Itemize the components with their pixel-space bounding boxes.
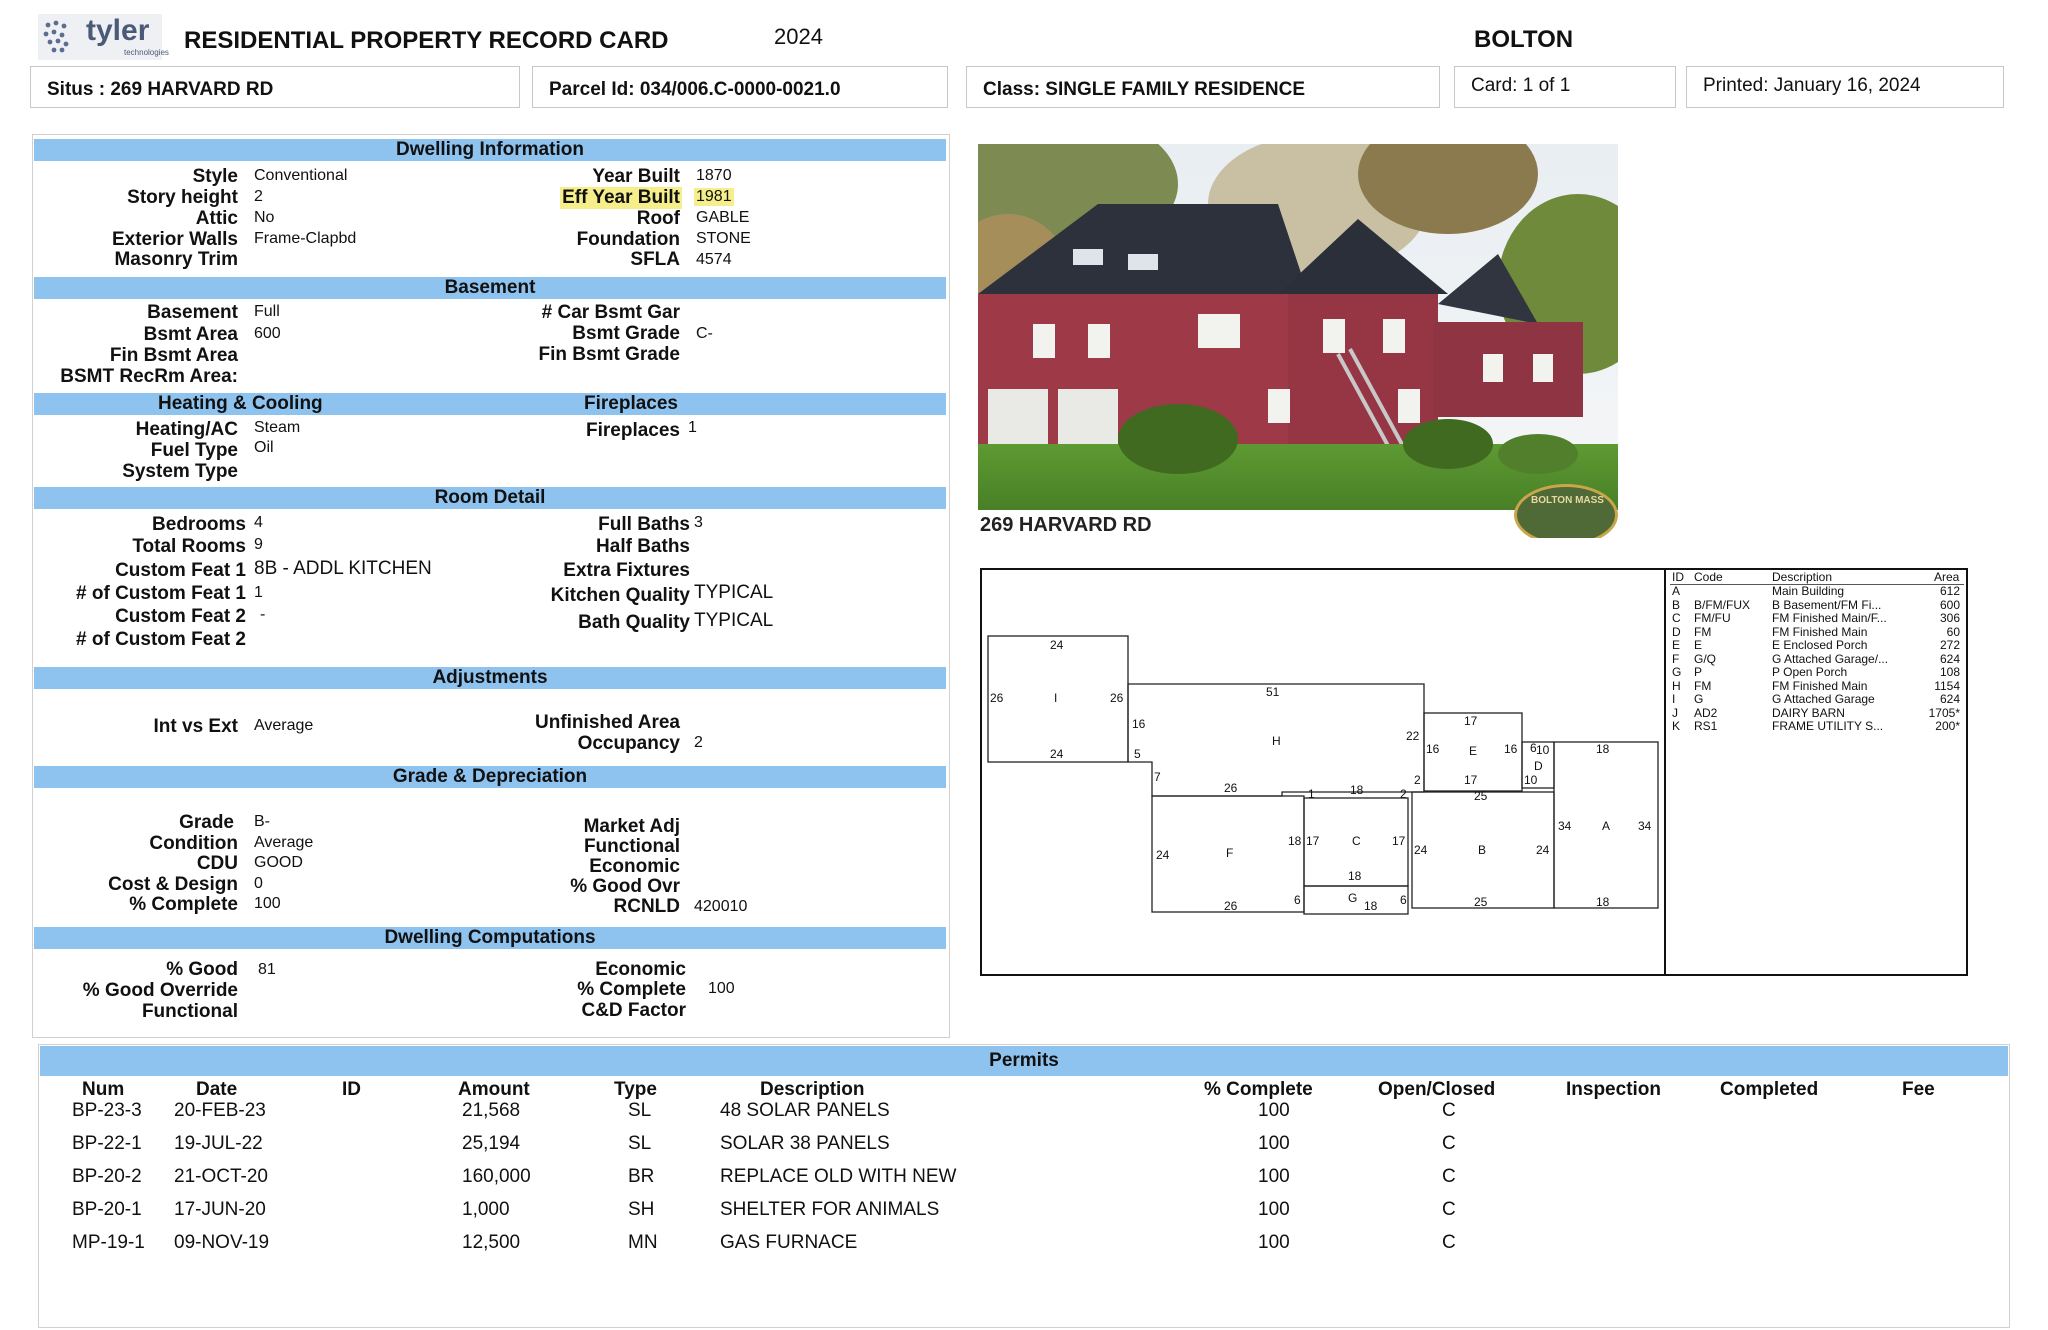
legend-id: C [1672,611,1681,625]
legend-code: P [1694,665,1703,679]
custom-feat-2-label: Custom Feat 2 [115,606,246,627]
permit-header-date: Date [196,1079,238,1100]
kitchen-quality-value: TYPICAL [694,582,774,603]
permit-header-completed: Completed [1720,1079,1819,1100]
walls-label: Exterior Walls [111,229,238,250]
label-h: H [1272,734,1281,748]
dim-5: 5 [1134,747,1141,761]
tyler-logo [38,14,169,60]
kitchen-quality-label: Kitchen Quality [550,585,690,606]
cost-design-label: Cost & Design [108,874,238,895]
legend-row [1670,720,1964,734]
year-built-label: Year Built [592,166,680,187]
label-f: F [1226,846,1234,860]
eff-year-built-label: Eff Year Built [562,187,680,208]
style-label: Style [192,166,238,187]
dim-6c: 6 [1400,893,1407,907]
permit-type: SL [628,1133,652,1154]
card-box [1454,66,1676,108]
cdu-value: GOOD [254,854,303,871]
comp-pct-complete-label: % Complete [577,979,686,1000]
legend-area: 612 [1939,584,1960,598]
num-custom-feat-1-value: 1 [254,584,263,601]
heating-ac-label: Heating/AC [135,419,238,440]
dim-26a: 26 [990,691,1004,705]
permit-date: 19-JUL-22 [174,1133,263,1154]
legend-area: 272 [1939,638,1960,652]
situs-value: Situs : 269 HARVARD RD [47,79,274,100]
computations-section-header: Dwelling Computations [34,927,946,949]
room-section-header: Room Detail [34,487,946,509]
legend-header-row [1670,571,1964,585]
bedrooms-value: 4 [254,514,263,531]
legend-description: G Attached Garage [1772,692,1875,706]
story-value: 2 [254,188,263,205]
cost-design-value: 0 [254,875,263,892]
comp-pct-complete-value: 100 [708,980,735,997]
legend-code: G/Q [1694,651,1717,666]
num-custom-feat-1-label: # of Custom Feat 1 [76,583,246,604]
legend-description: G Attached Garage/... [1772,651,1889,666]
foundation-label: Foundation [576,229,680,250]
label-a: A [1602,819,1611,833]
year-built-value: 1870 [696,167,732,184]
house-photo-image [978,144,1618,538]
legend-description: B Basement/FM Fi... [1772,597,1882,612]
dim-16c: 16 [1504,742,1518,756]
dim-18d: 18 [1348,869,1362,883]
dim-16a: 16 [1132,717,1146,731]
permit-open-closed: C [1442,1166,1456,1187]
record-year: 2024 [774,24,823,49]
fin-bsmt-grade-label: Fin Bsmt Grade [538,344,680,365]
legend-id: K [1672,719,1681,733]
dim-24d: 24 [1414,843,1428,857]
extra-fixtures-label: Extra Fixtures [563,560,690,581]
legend-header-description: Description [1772,570,1833,584]
condition-value: Average [254,834,314,851]
town-name: BOLTON [1474,26,1574,53]
permit-type: BR [628,1166,655,1187]
occupancy-value: 2 [694,734,703,751]
basement-value: Full [254,303,280,320]
economic-label: Economic [589,856,680,877]
bedrooms-label: Bedrooms [152,514,246,535]
label-e: E [1469,744,1478,758]
logo-subtext: technologies [124,48,169,57]
legend-description: Main Building [1772,584,1845,598]
printed-box [1686,66,2004,108]
permit-amount: 1,000 [462,1199,510,1220]
fin-bsmt-area-label: Fin Bsmt Area [109,345,238,366]
permit-description: GAS FURNACE [720,1232,858,1253]
permit-open-closed: C [1442,1133,1456,1154]
dim-17c: 17 [1306,834,1320,848]
town-seal [1514,484,1618,538]
total-rooms-value: 9 [254,536,263,553]
dim-18b: 18 [1350,783,1364,797]
legend-area: 1705* [1928,705,1960,720]
seal-text: BOLTON MASS [1531,495,1604,506]
style-value: Conventional [254,167,348,184]
rcnld-label: RCNLD [613,896,680,917]
dim-24c: 24 [1156,848,1170,862]
basement-section-header: Basement [34,277,946,299]
story-label: Story height [127,187,238,208]
rcnld-value: 420010 [694,898,748,915]
permit-amount: 12,500 [462,1232,521,1253]
dim-25b: 25 [1474,895,1488,909]
dim-10b: 10 [1524,773,1538,787]
permit-description: SOLAR 38 PANELS [720,1133,890,1154]
fireplaces-value: 1 [688,419,697,436]
logo-text: tyler [86,14,150,47]
permit-description: REPLACE OLD WITH NEW [720,1166,957,1187]
legend-row [1670,639,1964,653]
legend-code: E [1694,638,1703,652]
permits-panel [38,1044,2010,1328]
label-i: I [1054,691,1058,705]
permit-type: SL [628,1100,652,1121]
printed-value: Printed: January 16, 2024 [1703,75,1921,96]
dim-17b: 17 [1464,773,1478,787]
dim-25a: 25 [1474,789,1488,803]
permit-type: SH [628,1199,655,1220]
class-value: Class: SINGLE FAMILY RESIDENCE [983,79,1306,100]
legend-description: FRAME UTILITY S... [1772,719,1884,733]
legend-id: H [1672,678,1681,693]
dim-51: 51 [1266,685,1280,699]
legend-code: FM [1694,678,1712,693]
pct-complete-value: 100 [254,895,281,912]
label-g: G [1348,891,1358,905]
permit-header-open-closed: Open/Closed [1378,1079,1496,1100]
legend-area: 624 [1939,692,1960,706]
int-vs-ext-value: Average [254,717,314,734]
legend-id: I [1672,692,1676,706]
permit-amount: 160,000 [462,1166,531,1187]
dim-18e: 18 [1364,899,1378,913]
dim-18c: 18 [1288,834,1302,848]
legend-code: FM/FU [1694,611,1731,625]
sketch-drawing [982,570,1666,974]
bsmt-area-value: 600 [254,325,281,342]
full-baths-label: Full Baths [598,514,690,535]
dim-22: 22 [1406,729,1420,743]
dim-2b: 2 [1400,787,1407,801]
legend-row [1670,585,1964,599]
logo-dots-icon [40,17,80,57]
dim-6a: 6 [1530,741,1537,755]
permit-description: 48 SOLAR PANELS [720,1100,890,1121]
permit-description: SHELTER FOR ANIMALS [720,1199,940,1220]
legend-area: 1154 [1934,678,1960,693]
sketch-legend [1670,570,1966,974]
foundation-value: STONE [696,230,751,247]
eff-year-built-value: 1981 [696,188,732,205]
num-custom-feat-2-label: # of Custom Feat 2 [76,629,246,650]
legend-area: 60 [1946,624,1960,639]
parcel-box [532,66,948,108]
legend-row [1670,666,1964,680]
legend-area: 200* [1935,719,1960,733]
permit-header-type: Type [614,1079,657,1100]
adjustments-section-header: Adjustments [34,667,946,689]
permit-pct-complete: 100 [1258,1166,1290,1187]
property-photo [978,144,1618,538]
bsmt-grade-value: C- [696,325,713,342]
legend-description: FM Finished Main [1772,624,1868,639]
legend-code: RS1 [1694,719,1718,733]
functional-label: Functional [583,836,680,857]
bsmt-grade-label: Bsmt Grade [572,323,680,344]
permit-num: BP-22-1 [72,1133,142,1154]
permit-open-closed: C [1442,1100,1456,1121]
permit-num: BP-20-2 [72,1166,142,1187]
permit-header-description: Description [760,1079,865,1100]
building-sketch [980,568,1968,976]
legend-id: D [1672,624,1681,639]
permit-num: MP-19-1 [72,1232,145,1253]
legend-header-code: Code [1694,570,1723,584]
permit-date: 21-OCT-20 [174,1166,268,1187]
bath-quality-label: Bath Quality [578,612,690,633]
legend-area: 624 [1939,651,1960,666]
dim-24e: 24 [1536,843,1550,857]
legend-description: E Enclosed Porch [1772,638,1868,652]
class-box [966,66,1440,108]
roof-label: Roof [636,208,680,229]
dim-17d: 17 [1392,834,1406,848]
fireplaces-section-header: Fireplaces [584,393,678,414]
full-baths-value: 3 [694,514,703,531]
fuel-type-label: Fuel Type [150,440,238,461]
permit-amount: 25,194 [462,1133,521,1154]
dim-2a: 2 [1414,773,1421,787]
dim-17a: 17 [1464,714,1478,728]
fuel-type-value: Oil [254,439,274,456]
comp-functional-label: Functional [141,1001,238,1022]
heating-ac-value: Steam [254,419,301,436]
legend-id: G [1672,665,1682,679]
dim-26d: 26 [1224,899,1238,913]
permit-header-inspection: Inspection [1566,1079,1662,1100]
permit-header-fee: Fee [1902,1079,1935,1100]
fireplaces-label: Fireplaces [586,420,680,441]
permit-type: MN [628,1232,658,1253]
custom-feat-1-value: 8B - ADDL KITCHEN [254,558,432,579]
permit-header-pct-complete: % Complete [1204,1079,1313,1100]
legend-id: J [1672,705,1678,720]
permit-date: 17-JUN-20 [174,1199,266,1220]
condition-label: Condition [149,833,238,854]
legend-id: B [1672,597,1681,612]
dim-1: 1 [1308,787,1315,801]
permit-pct-complete: 100 [1258,1133,1290,1154]
market-adj-label: Market Adj [583,816,680,837]
comp-economic-label: Economic [595,959,686,980]
permit-date: 09-NOV-19 [174,1232,270,1253]
dim-34b: 34 [1638,819,1652,833]
permit-open-closed: C [1442,1232,1456,1253]
card-value: Card: 1 of 1 [1471,75,1571,96]
cd-factor-label: C&D Factor [581,1000,686,1021]
permit-header-id: ID [342,1079,361,1100]
attic-label: Attic [195,208,238,229]
half-baths-label: Half Baths [596,536,690,557]
permit-num: BP-20-1 [72,1199,142,1220]
dim-7: 7 [1154,770,1161,784]
pct-complete-label: % Complete [129,894,238,915]
legend-description: DAIRY BARN [1772,705,1845,720]
grade-section-header: Grade & Depreciation [34,766,946,788]
permit-pct-complete: 100 [1258,1199,1290,1220]
label-d: D [1534,759,1543,773]
permit-open-closed: C [1442,1199,1456,1220]
permit-pct-complete: 100 [1258,1232,1290,1253]
car-bsmt-gar-label: # Car Bsmt Gar [541,302,680,323]
pct-good-value: 81 [258,961,276,978]
legend-row [1670,693,1964,707]
dim-16b: 16 [1426,742,1440,756]
dim-18f: 18 [1596,895,1610,909]
system-type-label: System Type [122,461,238,482]
legend-area: 600 [1939,597,1960,612]
legend-id: A [1672,584,1681,598]
legend-code: FM [1694,624,1712,639]
legend-row [1670,612,1964,626]
dim-18a: 18 [1596,742,1610,756]
total-rooms-label: Total Rooms [132,536,246,557]
pct-good-override-label: % Good Override [82,980,238,1001]
parcel-value: Parcel Id: 034/006.C-0000-0021.0 [549,79,841,100]
good-ovr-label: % Good Ovr [570,876,680,897]
legend-code: AD2 [1694,705,1718,720]
masonry-label: Masonry Trim [114,249,238,270]
label-c: C [1352,834,1361,848]
permit-amount: 21,568 [462,1100,521,1121]
sfla-label: SFLA [630,249,680,270]
bsmt-recrm-label: BSMT RecRm Area: [60,366,238,387]
grade-value: B- [254,813,270,830]
situs-box [30,66,520,108]
legend-code: B/FM/FUX [1694,597,1750,612]
legend-header-area: Area [1934,570,1960,584]
sfla-value: 4574 [696,251,732,268]
walls-value: Frame-Clapbd [254,230,357,247]
legend-divider [1664,570,1666,974]
custom-feat-2-value: - [260,606,266,623]
occupancy-label: Occupancy [577,733,680,754]
legend-description: FM Finished Main/F... [1772,611,1887,625]
attic-value: No [254,209,275,226]
int-vs-ext-label: Int vs Ext [153,716,238,737]
dim-10a: 10 [1536,743,1550,757]
heating-section-header: Heating & Cooling [158,393,323,414]
permit-pct-complete: 100 [1258,1100,1290,1121]
grade-label: Grade [179,812,234,833]
permit-num: BP-23-3 [72,1100,142,1121]
permits-section-header: Permits [40,1046,2008,1076]
label-b: B [1478,843,1487,857]
legend-code: G [1694,692,1704,706]
area-i [988,636,1128,762]
unfinished-area-label: Unfinished Area [535,712,680,733]
dwelling-section-header: Dwelling Information [34,139,946,161]
dim-26b: 26 [1110,691,1124,705]
photo-caption: 269 HARVARD RD [980,514,1152,536]
legend-id: F [1672,651,1680,666]
dim-6b: 6 [1294,893,1301,907]
basement-label: Basement [147,302,238,323]
permit-date: 20-FEB-23 [174,1100,266,1121]
legend-area: 108 [1939,665,1960,679]
dim-24a: 24 [1050,638,1064,652]
bsmt-area-label: Bsmt Area [143,324,238,345]
legend-header-id: ID [1672,570,1684,584]
legend-id: E [1672,638,1681,652]
permit-header-amount: Amount [458,1079,530,1100]
roof-value: GABLE [696,209,750,226]
dim-26c: 26 [1224,781,1238,795]
bath-quality-value: TYPICAL [694,610,774,631]
permit-header-num: Num [82,1079,125,1100]
pct-good-label: % Good [166,959,238,980]
legend-description: P Open Porch [1772,665,1848,679]
custom-feat-1-label: Custom Feat 1 [115,560,246,581]
dim-24b: 24 [1050,747,1064,761]
legend-description: FM Finished Main [1772,678,1868,693]
dim-34a: 34 [1558,819,1572,833]
page-title: RESIDENTIAL PROPERTY RECORD CARD [184,27,669,54]
legend-area: 306 [1939,611,1960,625]
cdu-label: CDU [196,853,238,874]
